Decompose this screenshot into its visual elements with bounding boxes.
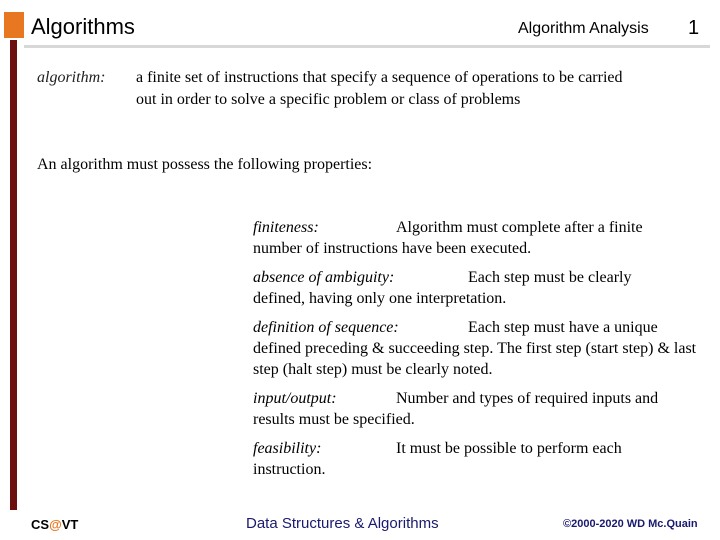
property-definition-of-sequence	[253, 317, 698, 380]
property-description-continued: defined, having only one interpretation.	[253, 290, 507, 307]
property-term: feasibility:	[253, 440, 322, 457]
property-term: definition of sequence:	[253, 319, 399, 336]
property-input-output	[253, 388, 698, 430]
footer-copyright: ©2000-2020 WD Mc.Quain	[563, 518, 698, 530]
property-description: It must be possible to perform each	[396, 440, 622, 457]
section-title: Algorithm Analysis	[518, 20, 649, 37]
property-description-continued: instruction.	[253, 461, 326, 478]
definition-term: algorithm:	[37, 69, 106, 86]
property-description: Number and types of required inputs and	[396, 390, 659, 407]
left-accent-bar	[10, 40, 17, 510]
property-term: absence of ambiguity:	[253, 269, 395, 286]
footer-course-at: @	[49, 517, 62, 532]
footer-course-suffix: VT	[61, 517, 79, 532]
property-finiteness	[253, 217, 698, 259]
property-term: finiteness:	[253, 219, 319, 236]
property-description-continued: number of instructions have been executed.	[253, 240, 532, 257]
slide-number: 1	[688, 17, 700, 39]
footer-course-title: Data Structures & Algorithms	[246, 515, 439, 532]
property-description: Each step must be clearly	[468, 269, 632, 286]
property-feasibility	[253, 438, 698, 480]
property-description-continued: results must be specified.	[253, 411, 415, 428]
slide-title: Algorithms	[31, 14, 135, 39]
property-description: Each step must have a unique	[468, 319, 658, 336]
property-term: input/output:	[253, 390, 337, 407]
property-absence-of-ambiguity	[253, 267, 698, 309]
definition-text: a finite set of instructions that specify a sequence of operations to be carried out in order to solve a specific problem or class of problems	[136, 69, 623, 108]
footer-course-label	[31, 517, 78, 532]
footer-course-prefix: CS	[31, 517, 50, 532]
property-description: Algorithm must complete after a finite	[396, 219, 643, 236]
orange-square-marker	[4, 12, 24, 38]
property-description-continued: defined preceding & succeeding step. The first step (start step) & last step (halt step) must be clearly noted.	[253, 340, 697, 378]
properties-intro: An algorithm must possess the following properties:	[37, 156, 373, 173]
header-divider	[24, 45, 710, 48]
